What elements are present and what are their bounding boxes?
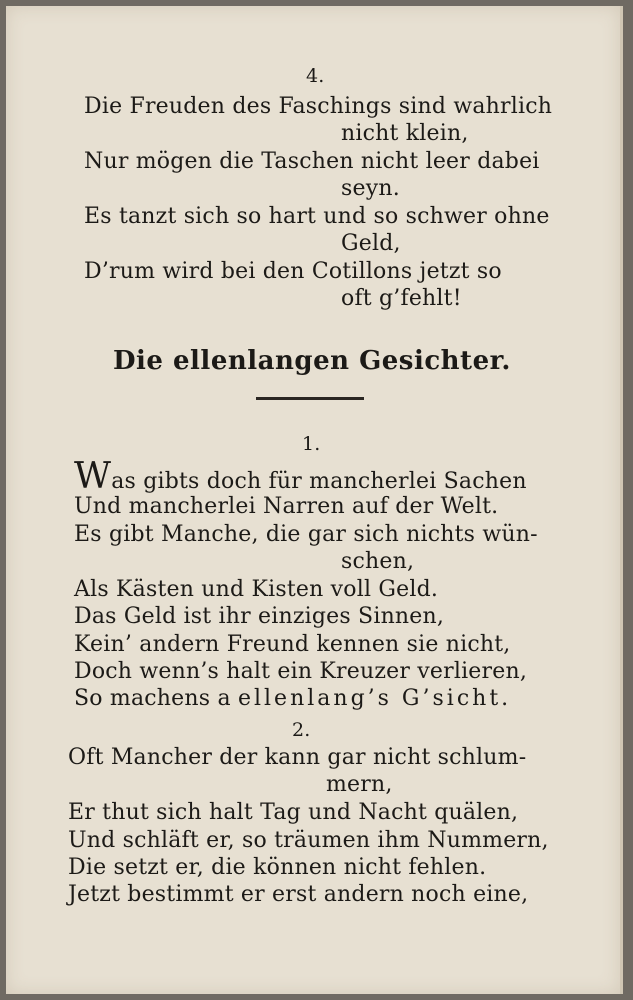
stanza-number: 4. — [306, 65, 325, 87]
verse-line: Und mancherlei Narren auf der Welt. — [74, 494, 499, 519]
verse-line: Doch wenn’s halt ein Kreuzer verlieren, — [74, 659, 528, 684]
stanza-number: 1. — [302, 433, 321, 455]
verse-line: Oft Mancher der kann gar nicht schlum- — [68, 745, 527, 770]
verse-line: Die setzt er, die können nicht fehlen. — [68, 855, 487, 880]
verse-line: mern, — [326, 772, 393, 797]
verse-line: nicht klein, — [341, 121, 469, 146]
verse-line: Nur mögen die Taschen nicht leer dabei — [84, 149, 540, 174]
verse-line: Das Geld ist ihr einziges Sinnen, — [74, 604, 445, 629]
verse-line: Geld, — [341, 231, 401, 256]
verse-line: Er thut sich halt Tag und Nacht quälen, — [68, 800, 519, 825]
verse-line — [74, 456, 527, 497]
verse-line-text: as gibts doch für mancherlei Sachen — [111, 469, 527, 494]
verse-line: Kein’ andern Freund kennen sie nicht, — [74, 632, 511, 657]
song-title: Die ellenlangen Gesichter. — [113, 346, 511, 376]
verse-line — [74, 686, 511, 712]
verse-line: seyn. — [341, 176, 400, 201]
verse-line: Es gibt Manche, die gar sich nichts wün- — [74, 522, 538, 547]
drop-capital: W — [74, 456, 112, 497]
verse-line: Und schläft er, so träumen ihm Nummern, — [68, 828, 549, 853]
verse-line: oft g’fehlt! — [341, 286, 462, 311]
verse-line: schen, — [341, 549, 415, 574]
book-page — [6, 6, 623, 994]
stanza-number: 2. — [292, 719, 311, 741]
verse-line: Jetzt bestimmt er erst andern noch eine, — [68, 882, 529, 907]
verse-line: Als Kästen und Kisten voll Geld. — [74, 577, 439, 602]
emphasized-text: ellenlang’s G’sicht. — [237, 686, 512, 711]
verse-line: Die Freuden des Faschings sind wahrlich — [84, 94, 553, 119]
verse-line: Es tanzt sich so hart und so schwer ohne — [84, 204, 550, 229]
title-rule — [256, 397, 364, 400]
verse-line-text: So machens a — [74, 686, 238, 711]
verse-line: D’rum wird bei den Cotillons jetzt so — [84, 259, 502, 284]
